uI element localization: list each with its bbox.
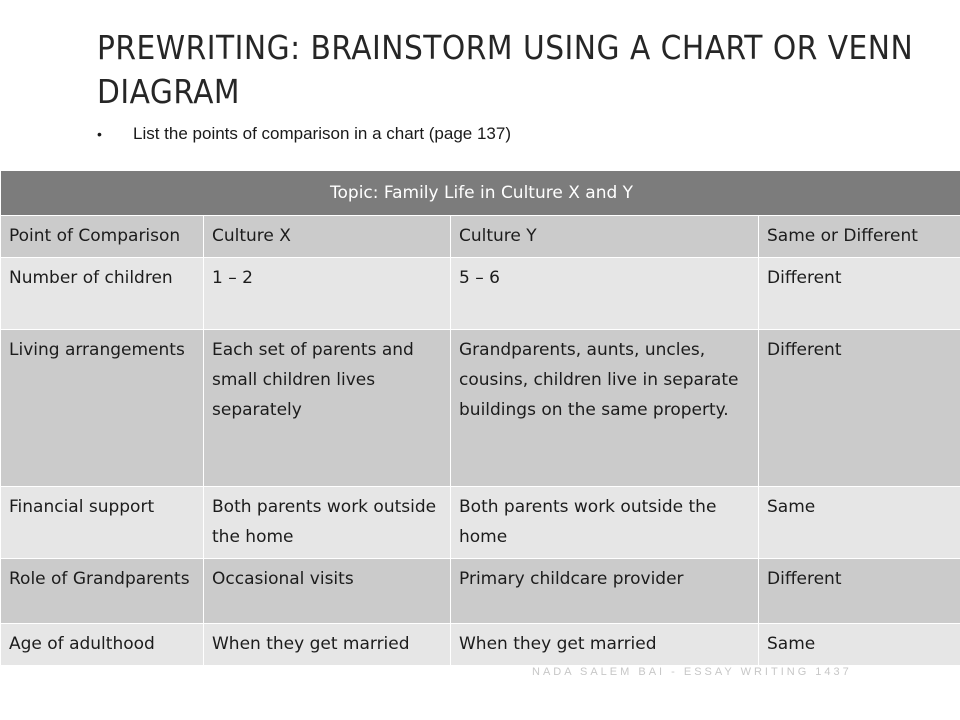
table-cell: Financial support (1, 487, 204, 559)
table-cell: Living arrangements (1, 330, 204, 487)
header-cell: Culture Y (451, 216, 759, 258)
table-cell: Same (759, 624, 960, 666)
table-cell: Grandparents, aunts, uncles, cousins, children live in separate buildings on the same property. (451, 330, 759, 487)
table-cell: Occasional visits (204, 559, 451, 624)
bullet-list-item (97, 122, 511, 146)
table-cell: Each set of parents and small children lives separately (204, 330, 451, 487)
table-cell: 5 – 6 (451, 258, 759, 330)
bullet-icon: • (97, 126, 102, 142)
table-cell: 1 – 2 (204, 258, 451, 330)
bullet-text: List the points of comparison in a chart (page 137) (133, 124, 511, 143)
table-cell: Same (759, 487, 960, 559)
slide-title: PREWRITING: BRAINSTORM USING A CHART OR VENN DIAGRAM (97, 28, 914, 111)
table-row (1, 330, 960, 487)
table-cell: Role of Grandparents (1, 559, 204, 624)
table-cell: Different (759, 330, 960, 487)
table-row (1, 624, 960, 666)
table-cell: Different (759, 258, 960, 330)
table-row (1, 258, 960, 330)
header-cell: Point of Comparison (1, 216, 204, 258)
comparison-table (0, 170, 960, 666)
table-cell: Both parents work outside the home (204, 487, 451, 559)
header-cell: Same or Different (759, 216, 960, 258)
table-cell: Number of children (1, 258, 204, 330)
table-cell: Primary childcare provider (451, 559, 759, 624)
table-cell: Different (759, 559, 960, 624)
table-cell: When they get married (204, 624, 451, 666)
table-cell: When they get married (451, 624, 759, 666)
table-header-row (1, 216, 960, 258)
table-topic: Topic: Family Life in Culture X and Y (1, 171, 960, 216)
table-cell: Age of adulthood (1, 624, 204, 666)
table-topic-row (1, 171, 960, 216)
slide-footer: NADA SALEM BAI - ESSAY WRITING 1437 (532, 666, 852, 678)
header-cell: Culture X (204, 216, 451, 258)
table-row (1, 559, 960, 624)
table-cell: Both parents work outside the home (451, 487, 759, 559)
table-row (1, 487, 960, 559)
